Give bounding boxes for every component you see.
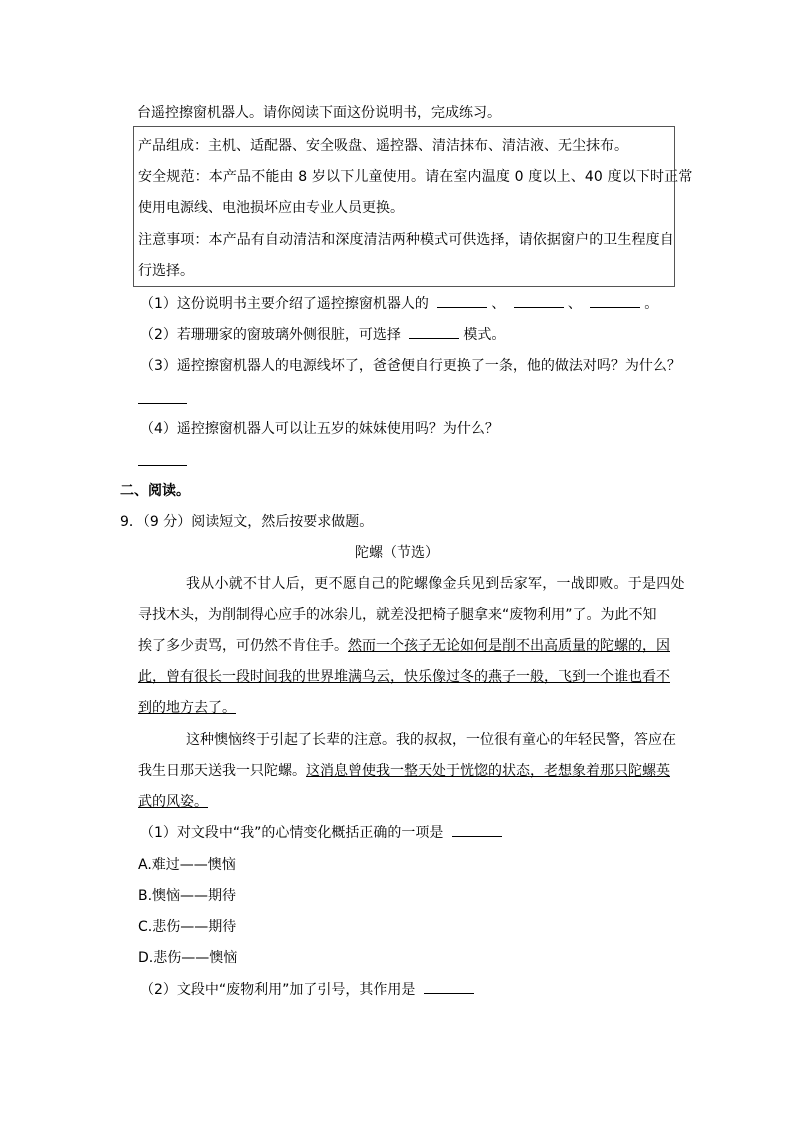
- answer-blank[interactable]: [437, 306, 487, 308]
- manual-safety-line2: 使用电源线、电池损坏应由专业人员更换。: [138, 200, 404, 216]
- intro-text: 台遥控擦窗机器人。请你阅读下面这份说明书，完成练习。: [137, 105, 501, 121]
- para1-line2: 寻找木头，为削制得心应手的冰尜儿，就差没把椅子腿拿来“废物利用”了。为此不知: [138, 607, 657, 623]
- q8-2: [140, 328, 505, 342]
- para1-line4: 此，曾有很长一段时间我的世界堆满乌云，快乐像过冬的燕子一般，飞到一个谁也看不: [138, 669, 670, 685]
- q9-2: [140, 983, 478, 997]
- answer-line[interactable]: [138, 403, 187, 404]
- q9-heading: 9．（9 分）阅读短文，然后按要求做题。: [120, 514, 374, 530]
- passage-title: 陀螺（节选）: [355, 545, 439, 561]
- q8-4: （4）遥控擦窗机器人可以让五岁的妹妹使用吗？为什么？: [140, 421, 499, 437]
- para2-line3: 武的风姿。: [138, 794, 208, 810]
- underlined-sentence: 这消息曾使我一整天处于恍惚的状态，老想象着那只陀螺英: [306, 763, 670, 779]
- option-a[interactable]: A.难过——懊恼: [138, 857, 236, 873]
- period: 。: [644, 296, 659, 312]
- answer-line[interactable]: [138, 465, 187, 466]
- para2-line2-plain: 我生日那天送我一只陀螺。: [138, 763, 306, 779]
- answer-blank[interactable]: [590, 306, 640, 308]
- answer-blank[interactable]: [424, 992, 474, 994]
- answer-blank[interactable]: [409, 337, 459, 339]
- manual-notice-line2: 行选择。: [138, 263, 194, 279]
- answer-blank[interactable]: [514, 306, 564, 308]
- q8-1: [140, 297, 658, 311]
- separator: 、: [567, 296, 582, 312]
- q9-1: [140, 826, 506, 840]
- para2-line2: [138, 764, 670, 778]
- option-d[interactable]: D.悲伤——懊恼: [138, 950, 238, 966]
- para1-line3-plain: 挨了多少责骂，可仍然不肯住手。: [138, 638, 348, 654]
- q8-1-prompt: （1）这份说明书主要介绍了遥控擦窗机器人的: [140, 296, 429, 312]
- q9-2-prompt: （2）文段中“废物利用”加了引号，其作用是: [140, 982, 416, 998]
- para1-line1: 我从小就不甘人后，更不愿自己的陀螺像金兵见到岳家军，一战即败。于是四处: [186, 576, 685, 592]
- manual-safety-line1: 安全规范：本产品不能由 8 岁以下儿童使用。请在室内温度 0 度以上、40 度以下时正常: [138, 169, 693, 185]
- separator: 、: [491, 296, 506, 312]
- underlined-sentence: 然而一个孩子无论如何是削不出高质量的陀螺的，因: [348, 638, 670, 654]
- option-c[interactable]: C.悲伤——期待: [138, 919, 237, 935]
- option-b[interactable]: B.懊恼——期待: [138, 888, 237, 904]
- manual-composition: 产品组成：主机、适配器、安全吸盘、遥控器、清洁抹布、清洁液、无尘抹布。: [138, 138, 628, 154]
- q8-2-prompt: （2）若珊珊家的窗玻璃外侧很脏，可选择: [140, 327, 401, 343]
- manual-notice-line1: 注意事项：本产品有自动清洁和深度清洁两种模式可供选择，请依据窗户的卫生程度自: [138, 232, 674, 248]
- answer-blank[interactable]: [452, 835, 502, 837]
- para1-line3: [138, 639, 670, 653]
- q8-2-suffix: 模式。: [463, 327, 506, 343]
- q8-3: （3）遥控擦窗机器人的电源线坏了，爸爸便自行更换了一条，他的做法对吗？为什么？: [140, 358, 681, 374]
- para1-line5: 到的地方去了。: [138, 700, 236, 716]
- section-heading: 二、阅读。: [120, 483, 190, 499]
- q9-1-prompt: （1）对文段中“我”的心情变化概括正确的一项是: [140, 825, 444, 841]
- para2-line1: 这种懊恼终于引起了长辈的注意。我的叔叔，一位很有童心的年轻民警，答应在: [186, 732, 676, 748]
